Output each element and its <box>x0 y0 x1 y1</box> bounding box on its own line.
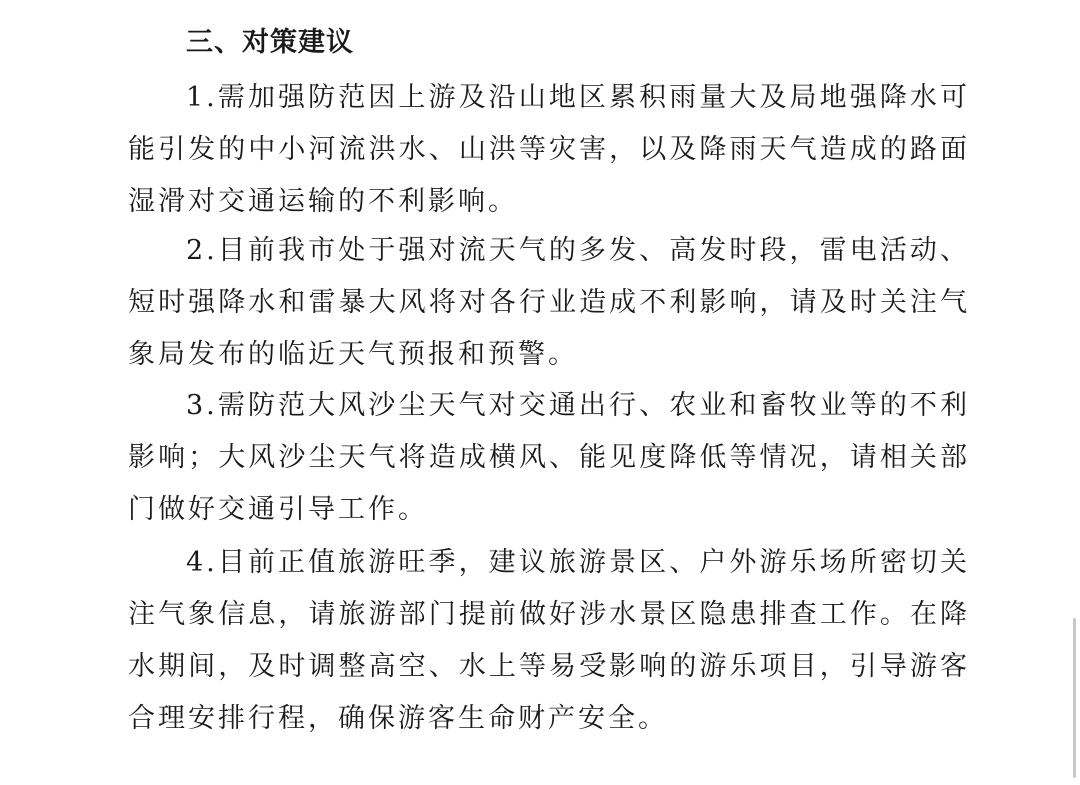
vertical-scrollbar[interactable] <box>1073 618 1076 778</box>
paragraph-1: 1.需加强防范因上游及沿山地区累积雨量大及局地强降水可能引发的中小河流洪水、山洪等灾害，以及降雨天气造成的路面湿滑对交通运输的不利影响。 <box>128 82 970 217</box>
paragraph-3: 3.需防范大风沙尘天气对交通出行、农业和畜牧业等的不利影响；大风沙尘天气将造成横风、能见度降低等情况，请相关部门做好交通引导工作。 <box>128 390 970 525</box>
section-heading: 三、对策建议 <box>186 27 354 58</box>
paragraph-2: 2.目前我市处于强对流天气的多发、高发时段，雷电活动、短时强降水和雷暴大风将对各行业造成不利影响，请及时关注气象局发布的临近天气预报和预警。 <box>128 235 970 370</box>
paragraph-4: 4.目前正值旅游旺季，建议旅游景区、户外游乐场所密切关注气象信息，请旅游部门提前做好涉水景区隐患排查工作。在降水期间，及时调整高空、水上等易受影响的游乐项目，引导游客合理安排行程，确保游客生命财产安全。 <box>128 547 970 734</box>
